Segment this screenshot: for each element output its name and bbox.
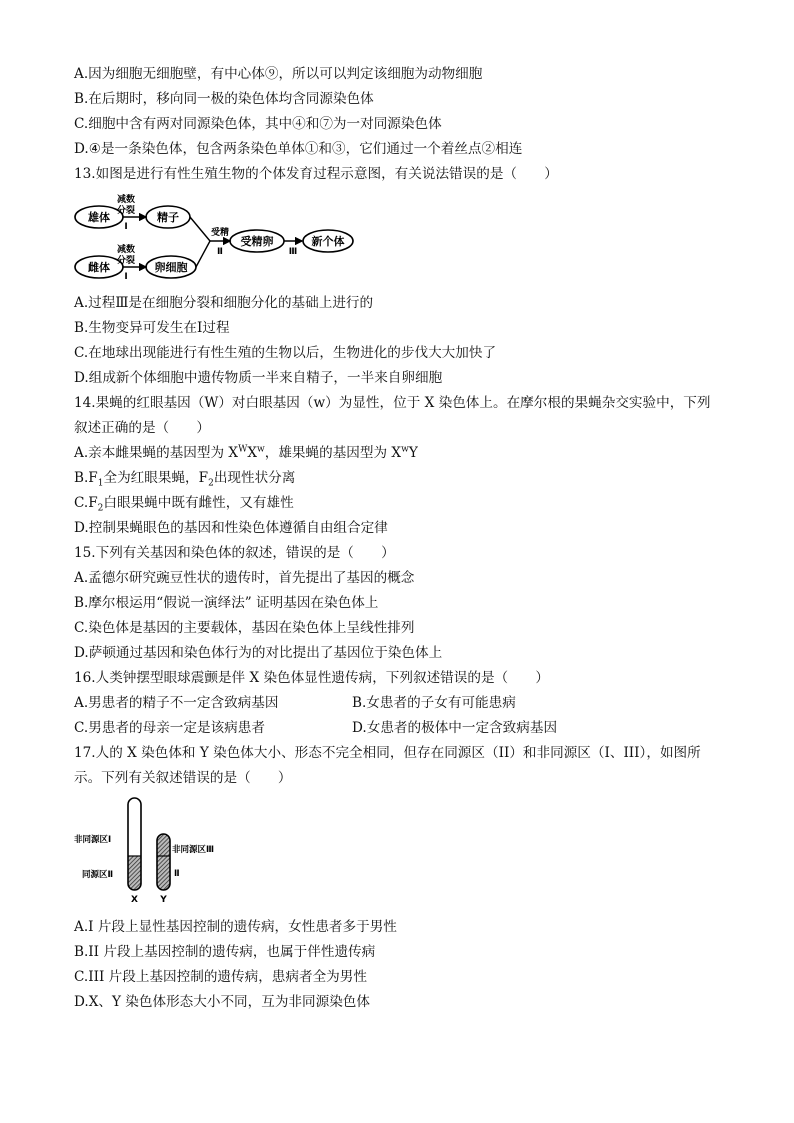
fertilization-diagram [70, 188, 370, 288]
q17-option-d: D.X、Y 染色体形态大小不同，互为非同源染色体 [74, 994, 370, 1010]
nonhomologous-i-label: 非同源区Ⅰ [74, 835, 112, 845]
q13-option-b: B.生物变异可发生在Ⅰ过程 [74, 320, 230, 336]
stage1-label-bottom: Ⅰ [124, 272, 128, 282]
q16-option-d: D.女患者的极体中一定含致病基因 [352, 720, 558, 736]
q14-option-d: D.控制果蝇眼色的基因和性染色体遵循自由组合定律 [74, 520, 388, 536]
sperm-label: 精子 [157, 211, 179, 224]
fertilization-label: 受精 [210, 228, 230, 238]
q16-option-a: A.男患者的精子不一定含致病基因 [74, 695, 279, 711]
q12-option-a: A.因为细胞无细胞壁，有中心体⑨，所以可以判定该细胞为动物细胞 [74, 66, 483, 82]
x-label: X [131, 895, 138, 905]
q13-option-c: C.在地球出现能进行有性生殖的生物以后，生物进化的步伐大大加快了 [74, 345, 497, 361]
individual-label: 新个体 [311, 235, 345, 248]
q17-option-b: B.II 片段上基因控制的遗传病，也属于伴性遗传病 [74, 944, 376, 960]
q12-option-b: B.在后期时，移向同一极的染色体均含同源染色体 [74, 91, 374, 107]
q13-option-a: A.过程Ⅲ是在细胞分裂和细胞分化的基础上进行的 [74, 295, 374, 311]
q15-option-b: B.摩尔根运用“假说一演绎法” 证明基因在染色体上 [74, 595, 379, 611]
meiosis-label-bottom-2: 分裂 [116, 256, 136, 266]
y-homologous-ii-label: Ⅱ [174, 869, 180, 879]
nonhomologous-iii-label: 非同源区Ⅲ [172, 845, 215, 855]
q17-option-a: A.I 片段上显性基因控制的遗传病，女性患者多于男性 [74, 919, 397, 935]
y-label: Y [160, 895, 167, 905]
q15-option-d: D.萨顿通过基因和染色体行为的对比提出了基因位于染色体上 [74, 645, 443, 661]
homologous-ii-label: 同源区Ⅱ [82, 870, 114, 880]
q13-stem: 13.如图是进行有性生殖生物的个体发育过程示意图，有关说法错误的是（ ） [74, 166, 558, 182]
chromosome-diagram [72, 794, 232, 906]
female-label: 雌体 [88, 261, 110, 274]
meiosis-label-top-1: 减数 [116, 195, 136, 205]
q15-option-c: C.染色体是基因的主要载体，基因在染色体上呈线性排列 [74, 620, 415, 636]
x-chromosome [128, 798, 141, 890]
meiosis-label-top-2: 分裂 [116, 206, 136, 216]
y-chromosome [157, 834, 170, 890]
q17-stem-line2: 示。下列有关叙述错误的是（ ） [74, 770, 292, 786]
q14-option-b: $B.F_1$全为红眼果蝇，$F_2$出现性状分离 [74, 470, 296, 489]
q16-stem: 16.人类钟摆型眼球震颤是伴 X 染色体显性遗传病，下列叙述错误的是（ ） [74, 670, 549, 686]
meiosis-label-bottom-1: 减数 [116, 245, 136, 255]
q16-option-b: B.女患者的子女有可能患病 [352, 695, 516, 711]
q14-option-c: $C.F_2$白眼果蝇中既有雌性，又有雄性 [74, 495, 294, 514]
q14-option-a: A.亲本雌果蝇的基因型为 $X^WX^w$，雄果蝇的基因型为 $X^wY$ [74, 444, 418, 461]
q17-stem-line1: 17.人的 X 染色体和 Y 染色体大小、形态不完全相同，但存在同源区（II）和非同源区（I、III），如图所 [74, 745, 701, 761]
q12-option-c: C.细胞中含有两对同源染色体，其中④和⑦为一对同源染色体 [74, 116, 442, 132]
egg-label: 卵细胞 [154, 261, 188, 274]
zygote-label: 受精卵 [240, 235, 274, 248]
stage3-label: Ⅲ [288, 247, 298, 257]
q17-option-c: C.III 片段上基因控制的遗传病，患病者全为男性 [74, 969, 367, 985]
q13-option-d: D.组成新个体细胞中遗传物质一半来自精子，一半来自卵细胞 [74, 370, 443, 386]
stage2-label: Ⅱ [217, 247, 223, 257]
q16-option-c: C.男患者的母亲一定是该病患者 [74, 720, 265, 736]
q14-stem-line2: 叙述正确的是（ ） [74, 420, 210, 436]
stage1-label-top: Ⅰ [124, 222, 128, 232]
q14-stem-line1: 14.果蝇的红眼基因（W）对白眼基因（w）为显性，位于 X 染色体上。在摩尔根的果蝇杂交实验中，下列 [74, 395, 711, 411]
male-label: 雄体 [88, 211, 110, 224]
q12-option-d: D.④是一条染色体，包含两条染色单体①和③，它们通过一个着丝点②相连 [74, 141, 523, 157]
q15-stem: 15.下列有关基因和染色体的叙述，错误的是（ ） [74, 545, 395, 561]
q15-option-a: A.孟德尔研究豌豆性状的遗传时，首先提出了基因的概念 [74, 570, 415, 586]
